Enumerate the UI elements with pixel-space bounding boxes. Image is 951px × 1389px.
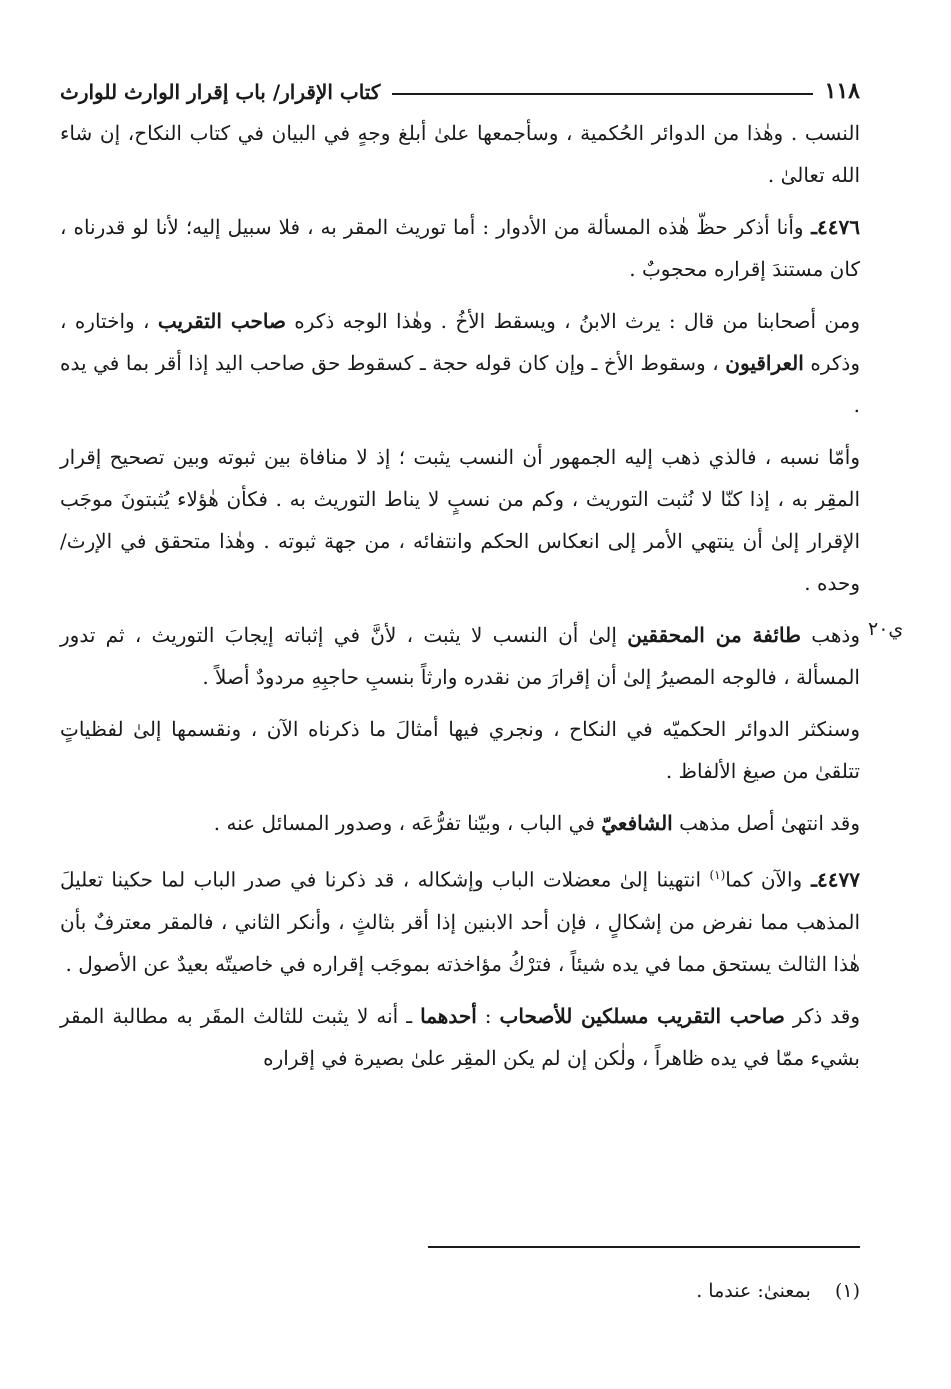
text-segment: وقد انتهىٰ أصل مذهب [672, 811, 860, 835]
text-segment: إلىٰ أن النسب لا يثبت ، لأنَّ في إثباته إيجابَ التوريث ، ثم تدور المسألة ، فالوجه المصيرُ إلىٰ أن إقرارَ من نقدره وارثاً بنسبِ حاجبِهِ مردودٌ أصلاً . [60, 623, 860, 689]
footnote-rule [428, 1246, 860, 1248]
paragraph [60, 206, 860, 290]
paragraph [60, 854, 860, 985]
page-number: ١١٨ [824, 78, 860, 104]
text-segment: وقد ذكر [784, 1003, 861, 1028]
paragraph-text: وأنا أذكر حظّ هٰذه المسألة من الأدوار : أما توريث المقر به ، فلا سبيل إليه؛ لأنا لو قدرناه ، كان مستندَ إقراره محجوبٌ . [60, 215, 860, 281]
text-segment: وذهب [800, 623, 860, 647]
footnote [696, 1280, 860, 1302]
text-segment: ، واختاره ، وذكره [60, 309, 860, 375]
text-segment: ـ أنه لا يثبت للثالث المقَر به مطالبة المقر بشيء ممّا في يده ظاهراً ، ولٰكن إن لم يكن المقِر علىٰ بصيرة في إقراره [60, 1003, 860, 1070]
paragraph-number: ٤٤٧٧ـ [802, 867, 860, 892]
page-header [60, 70, 860, 104]
margin-note: ي٢٠ [868, 618, 904, 640]
paragraph [60, 436, 860, 604]
paragraph [60, 614, 860, 698]
running-title: كتاب الإقرار/ باب إقرار الوارث للوارث [60, 80, 381, 104]
paragraph-text: النسب . وهٰذا من الدوائر الحُكمية ، وسأجمعها علىٰ أبلغ وجهٍ في البيان في كتاب النكاح، إن شاء الله تعالىٰ . [60, 121, 860, 187]
paragraph-text: وأمّا نسبه ، فالذي ذهب إليه الجمهور أن النسب يثبت ؛ إذ لا منافاة بين ثبوته وبين تصحيح إقرار المقِر به ، إذا كنّا لا نُثبت التوريث ، وكم من نسبٍ لا يناط التوريث به . فكأن هٰؤلاء يُثبتونَ موجَب الإقرار إلىٰ أن ينتهي الأمر إلى انعكاس الحكم وانتفائه ، من جهة ثبوته . وهٰذا متحقق في الإرث/ وحده . [60, 445, 860, 595]
document-page [60, 70, 860, 1370]
paragraph-text: وسنكثر الدوائر الحكميّه في النكاح ، ونجري فيها أمثالَ ما ذكرناه الآن ، ونقسمها إلىٰ لفظياتٍ تتلقىٰ من صيغ الألفاظ . [60, 717, 860, 783]
text-segment: والآن كما [725, 867, 803, 892]
text-segment: انتهينا إلىٰ معضلات الباب وإشكاله ، قد ذكرنا في صدر الباب لما حكينا تعليلَ المذهب مما نفرض من إشكالٍ ، فإن أحد الابنين إذا أقر بثالثٍ ، وأنكر الثاني ، فالمقر معترفٌ بأن هٰذا الثالث يستحق مما في يده شيئاً ، فترْكُ مؤاخذته بموجَب إقراره في خاصيتّه بعيدٌ عن الأصول . [60, 867, 860, 976]
footnote-reference: (١) [709, 868, 726, 882]
bold-term: الشافعيّ [601, 811, 673, 835]
footnote-text: بمعنىٰ: عندما . [696, 1280, 811, 1302]
bold-term: صاحب التقريب مسلكين للأصحاب [499, 1003, 785, 1028]
paragraph [60, 112, 860, 196]
text-segment: في الباب ، وبيّنا تفرُّعَه ، وصدور المسائل عنه . [213, 811, 602, 835]
paragraph [60, 300, 860, 426]
paragraph [60, 708, 860, 792]
paragraph [60, 802, 860, 844]
paragraph [60, 995, 860, 1079]
bold-term: العراقيون [725, 351, 804, 375]
bold-term: أحدهما [420, 1003, 477, 1028]
paragraph-number: ٤٤٧٦ـ [803, 215, 860, 239]
body-text [60, 112, 860, 1079]
header-rule [392, 93, 812, 95]
text-segment: ومن أصحابنا من قال : يرث الابنُ ، ويسقط الأخُ . وهٰذا الوجه ذكره [285, 309, 860, 333]
text-segment: ، وسقوط الأخ ـ وإن كان قوله حجة ـ كسقوط حق صاحب اليد إذا أقر بما في يده . [60, 351, 860, 417]
bold-term: صاحب التقريب [157, 309, 286, 333]
footnote-marker: (١) [834, 1280, 860, 1302]
text-segment: : [476, 1003, 500, 1028]
bold-term: طائفة من المحققين [627, 623, 801, 647]
